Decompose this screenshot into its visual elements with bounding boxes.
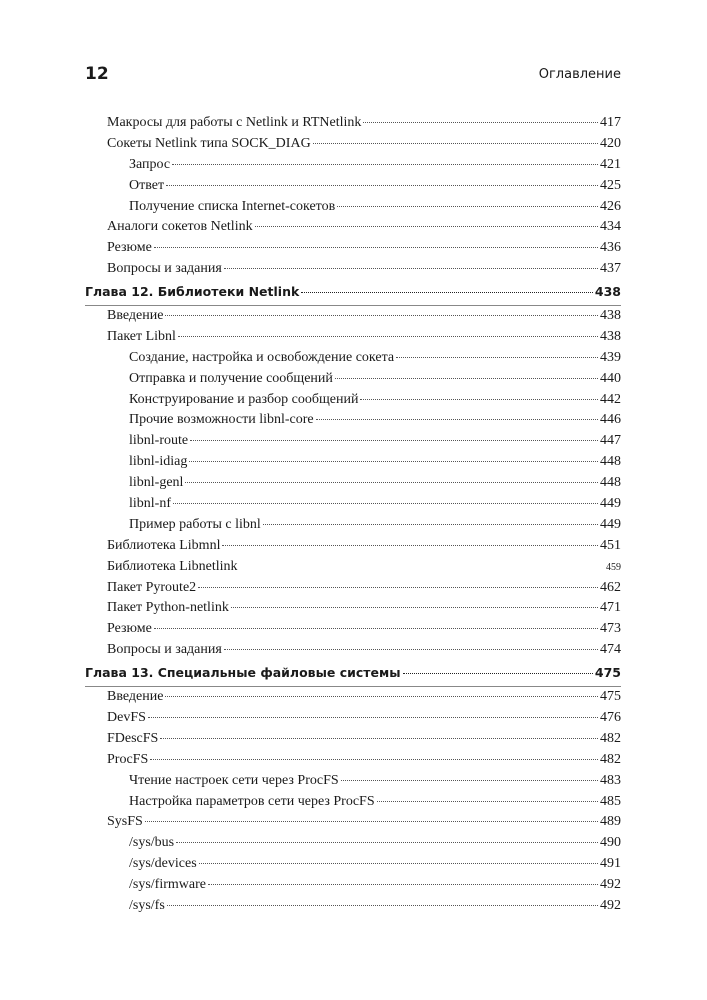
- toc-entry-title: Конструирование и разбор сообщений: [129, 391, 359, 407]
- toc-entry-page: 490: [600, 835, 621, 851]
- toc-entry-row: [85, 371, 621, 392]
- toc-entry-row: [85, 600, 621, 621]
- toc-entry-row: [85, 475, 621, 496]
- toc-entry-row: [85, 199, 621, 220]
- toc-entry-row: [85, 219, 621, 240]
- dot-leader: [337, 206, 598, 207]
- toc-entry-title: Пример работы с libnl: [129, 516, 261, 532]
- toc-entry-row: [85, 136, 621, 157]
- dot-leader: [255, 226, 598, 227]
- toc-entry-row: [85, 621, 621, 642]
- toc-entry-title: libnl-idiag: [129, 454, 188, 470]
- dot-leader: [335, 378, 598, 379]
- dot-leader: [154, 628, 598, 629]
- toc-entry-page: 434: [600, 219, 621, 235]
- toc-entry-page: 417: [600, 115, 621, 130]
- dot-leader: [341, 780, 598, 781]
- running-head: Оглавление: [538, 67, 621, 82]
- dot-leader: [263, 524, 598, 525]
- table-of-contents: [85, 115, 621, 919]
- toc-entry-page: 451: [600, 537, 621, 553]
- toc-entry-page: 476: [600, 709, 621, 725]
- toc-entry-page: 425: [600, 177, 621, 193]
- toc-entry-title: Отправка и получение сообщений: [129, 370, 333, 386]
- toc-entry-page: 492: [600, 877, 621, 893]
- toc-entry-page: 459: [606, 561, 621, 573]
- page-number: 12: [85, 64, 109, 84]
- toc-entry-row: [85, 752, 621, 773]
- toc-entry-title: Пакет Python-netlink: [107, 600, 229, 616]
- toc-entry-title: /sys/fs: [129, 897, 165, 913]
- toc-entry-title: Введение: [107, 689, 164, 705]
- dot-leader: [316, 419, 598, 420]
- toc-entry-page: 446: [600, 412, 621, 428]
- toc-entry-page: 474: [600, 642, 621, 658]
- dot-leader: [301, 292, 593, 293]
- toc-entry-row: [85, 350, 621, 371]
- toc-entry-page: 482: [600, 751, 621, 767]
- dot-leader: [224, 649, 598, 650]
- toc-entry-row: [85, 433, 621, 454]
- dot-leader: [231, 607, 598, 608]
- toc-entry-page: 475: [600, 689, 621, 705]
- dot-leader: [363, 122, 598, 123]
- dot-leader: [165, 696, 598, 697]
- toc-entry-title: Пакет Libnl: [107, 328, 176, 344]
- toc-entry-page: 489: [600, 814, 621, 830]
- toc-entry-title: /sys/firmware: [129, 877, 206, 893]
- dot-leader: [150, 759, 598, 760]
- toc-entry-title: Аналоги сокетов Netlink: [107, 219, 253, 235]
- toc-entry-title: Настройка параметров сети через ProcFS: [129, 793, 375, 809]
- toc-entry-row: [85, 115, 621, 136]
- toc-chapter-row: [85, 665, 621, 687]
- toc-entry-title: /sys/bus: [129, 835, 175, 851]
- toc-entry-title: Вопросы и задания: [107, 642, 222, 658]
- toc-entry-row: [85, 835, 621, 856]
- toc-entry-title: libnl-genl: [129, 475, 184, 491]
- dot-leader: [377, 801, 598, 802]
- toc-entry-row: [85, 538, 621, 559]
- toc-entry-title: Глава 13. Специальные файловые системы: [85, 665, 401, 681]
- toc-entry-page: 462: [600, 579, 621, 595]
- dot-leader: [178, 336, 598, 337]
- toc-entry-row: [85, 496, 621, 517]
- toc-entry-row: [85, 329, 621, 350]
- dot-leader: [313, 143, 598, 144]
- toc-entry-page: 449: [600, 496, 621, 512]
- toc-entry-page: 492: [600, 897, 621, 913]
- dot-leader: [148, 717, 598, 718]
- dot-leader: [222, 545, 598, 546]
- toc-entry-row: [85, 178, 621, 199]
- toc-entry-row: [85, 559, 621, 580]
- dot-leader: [199, 863, 598, 864]
- dot-leader: [403, 673, 593, 674]
- toc-entry-row: [85, 454, 621, 475]
- toc-entry-title: Библиотека Libnetlink: [107, 558, 238, 574]
- dot-leader: [165, 315, 598, 316]
- toc-entry-page: 426: [600, 198, 621, 214]
- toc-entry-row: [85, 856, 621, 877]
- toc-entry-title: Введение: [107, 308, 164, 324]
- toc-entry-title: Пакет Pyroute2: [107, 579, 197, 595]
- toc-entry-page: 475: [594, 665, 621, 681]
- toc-entry-page: 473: [600, 621, 621, 637]
- toc-entry-row: [85, 157, 621, 178]
- toc-entry-row: [85, 814, 621, 835]
- toc-entry-row: [85, 308, 621, 329]
- dot-leader: [240, 566, 604, 567]
- toc-chapter-row: [85, 284, 621, 306]
- toc-entry-row: [85, 517, 621, 538]
- toc-entry-title: Ответ: [129, 177, 165, 193]
- toc-entry-title: DevFS: [107, 709, 146, 725]
- toc-entry-row: [85, 773, 621, 794]
- toc-entry-title: Вопросы и задания: [107, 261, 222, 277]
- dot-leader: [198, 587, 598, 588]
- toc-entry-page: 421: [600, 156, 621, 172]
- toc-entry-page: 471: [600, 600, 621, 616]
- toc-entry-title: ProcFS: [107, 751, 149, 767]
- toc-entry-title: libnl-route: [129, 433, 189, 449]
- toc-entry-title: Библиотека Libmnl: [107, 537, 221, 553]
- toc-entry-title: Создание, настройка и освобождение сокета: [129, 349, 395, 365]
- toc-entry-page: 438: [600, 308, 621, 324]
- dot-leader: [160, 738, 598, 739]
- dot-leader: [185, 482, 598, 483]
- dot-leader: [176, 842, 598, 843]
- toc-entry-row: [85, 261, 621, 282]
- toc-entry-title: Макросы для работы с Netlink и RTNetlink: [107, 115, 362, 130]
- toc-entry-row: [85, 731, 621, 752]
- dot-leader: [145, 821, 598, 822]
- toc-entry-row: [85, 392, 621, 413]
- toc-entry-title: Резюме: [107, 621, 152, 637]
- toc-entry-page: 438: [600, 328, 621, 344]
- dot-leader: [166, 185, 598, 186]
- dot-leader: [167, 905, 598, 906]
- toc-entry-row: [85, 642, 621, 663]
- dot-leader: [224, 268, 598, 269]
- toc-entry-page: 491: [600, 856, 621, 872]
- toc-entry-row: [85, 412, 621, 433]
- toc-entry-row: [85, 877, 621, 898]
- page-header: [85, 64, 621, 86]
- dot-leader: [208, 884, 598, 885]
- toc-entry-page: 483: [600, 772, 621, 788]
- toc-entry-title: FDescFS: [107, 730, 159, 746]
- toc-entry-page: 482: [600, 730, 621, 746]
- toc-entry-page: 436: [600, 240, 621, 256]
- toc-entry-page: 449: [600, 516, 621, 532]
- toc-entry-page: 448: [600, 454, 621, 470]
- toc-entry-page: 448: [600, 475, 621, 491]
- toc-entry-page: 440: [600, 370, 621, 386]
- toc-entry-title: libnl-nf: [129, 496, 171, 512]
- toc-entry-title: Резюме: [107, 240, 152, 256]
- toc-entry-row: [85, 898, 621, 919]
- toc-entry-title: Прочие возможности libnl-core: [129, 412, 314, 428]
- toc-entry-row: [85, 794, 621, 815]
- toc-entry-title: Сокеты Netlink типа SOCK_DIAG: [107, 135, 311, 151]
- toc-entry-row: [85, 689, 621, 710]
- dot-leader: [360, 399, 598, 400]
- toc-entry-title: Получение списка Internet-сокетов: [129, 198, 336, 214]
- toc-entry-title: /sys/devices: [129, 856, 197, 872]
- dot-leader: [172, 164, 598, 165]
- toc-entry-title: Глава 12. Библиотеки Netlink: [85, 284, 300, 300]
- toc-entry-page: 442: [600, 391, 621, 407]
- toc-entry-page: 437: [600, 261, 621, 277]
- toc-entry-title: SysFS: [107, 814, 143, 830]
- toc-entry-row: [85, 240, 621, 261]
- dot-leader: [190, 440, 598, 441]
- dot-leader: [189, 461, 598, 462]
- toc-entry-page: 420: [600, 135, 621, 151]
- dot-leader: [396, 357, 598, 358]
- dot-leader: [154, 247, 598, 248]
- toc-entry-row: [85, 710, 621, 731]
- toc-entry-page: 485: [600, 793, 621, 809]
- toc-entry-title: Чтение настроек сети через ProcFS: [129, 772, 339, 788]
- dot-leader: [173, 503, 598, 504]
- toc-entry-page: 438: [594, 284, 621, 300]
- toc-entry-row: [85, 580, 621, 601]
- toc-entry-page: 447: [600, 433, 621, 449]
- toc-entry-page: 439: [600, 349, 621, 365]
- toc-entry-title: Запрос: [129, 156, 171, 172]
